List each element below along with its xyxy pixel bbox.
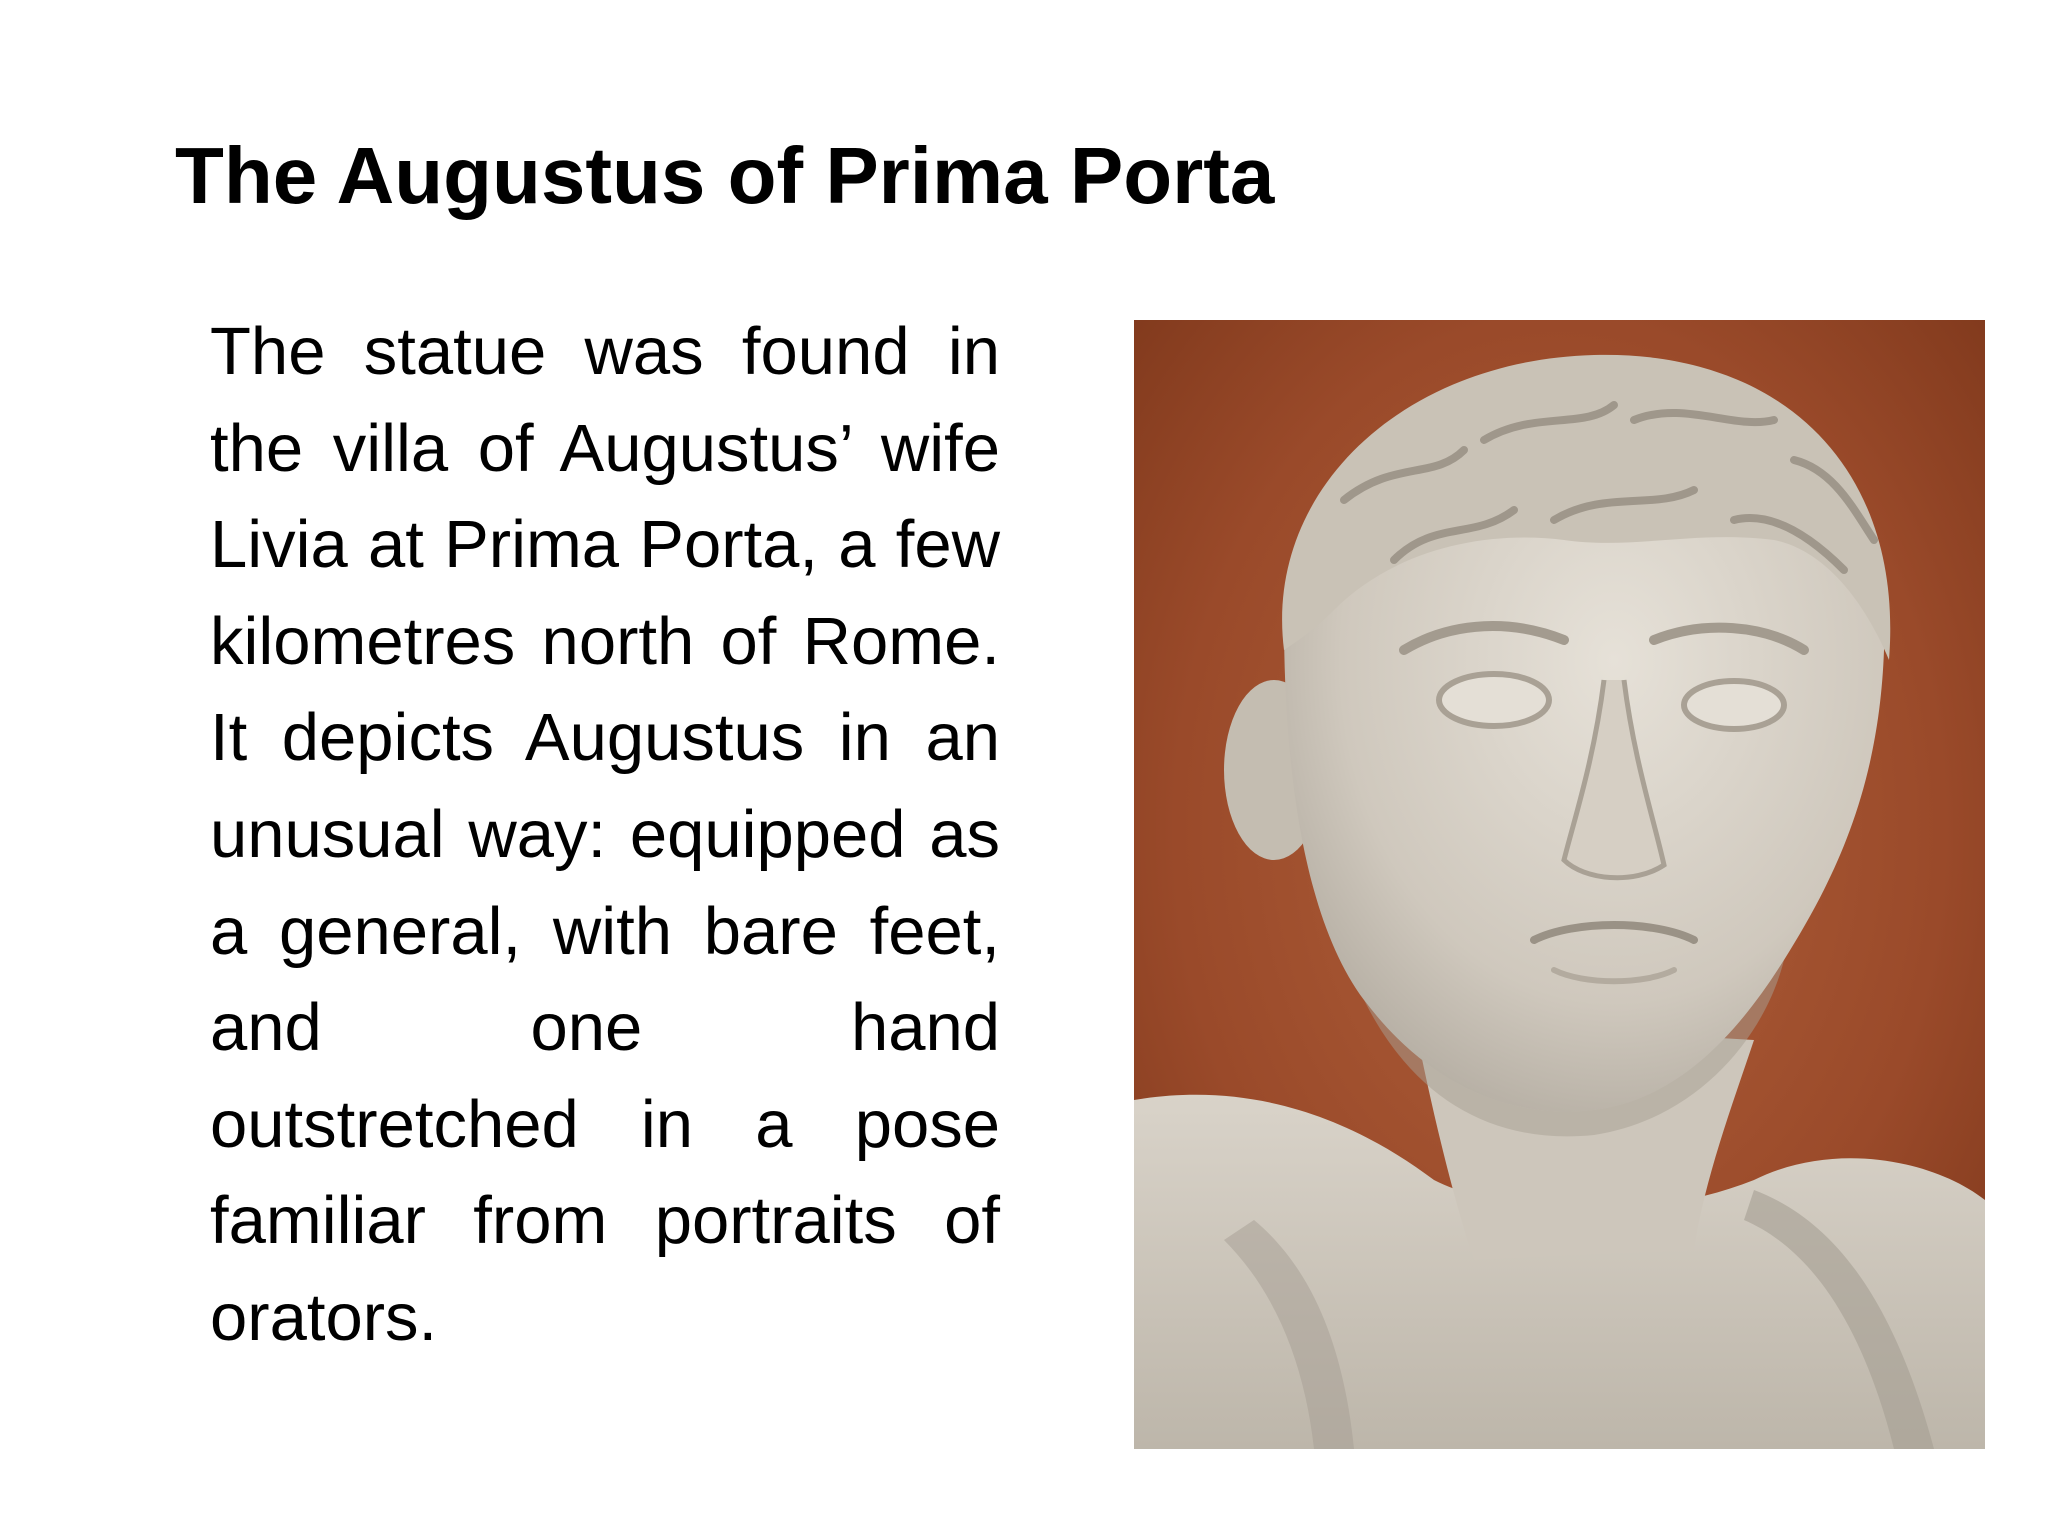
slide-title: The Augustus of Prima Porta bbox=[175, 131, 1275, 220]
marble-bust-icon bbox=[1134, 320, 1985, 1449]
augustus-bust-photo bbox=[1134, 320, 1985, 1449]
slide-body-text: The statue was found in the villa of Augustus’ wife Livia at Prima Porta, a few kilometres north of Rome. It depicts Augustus in an unusual way: equipped as a general, with bare feet, and one hand outstretched in a pose familiar from portraits of orators. bbox=[210, 314, 1000, 1355]
